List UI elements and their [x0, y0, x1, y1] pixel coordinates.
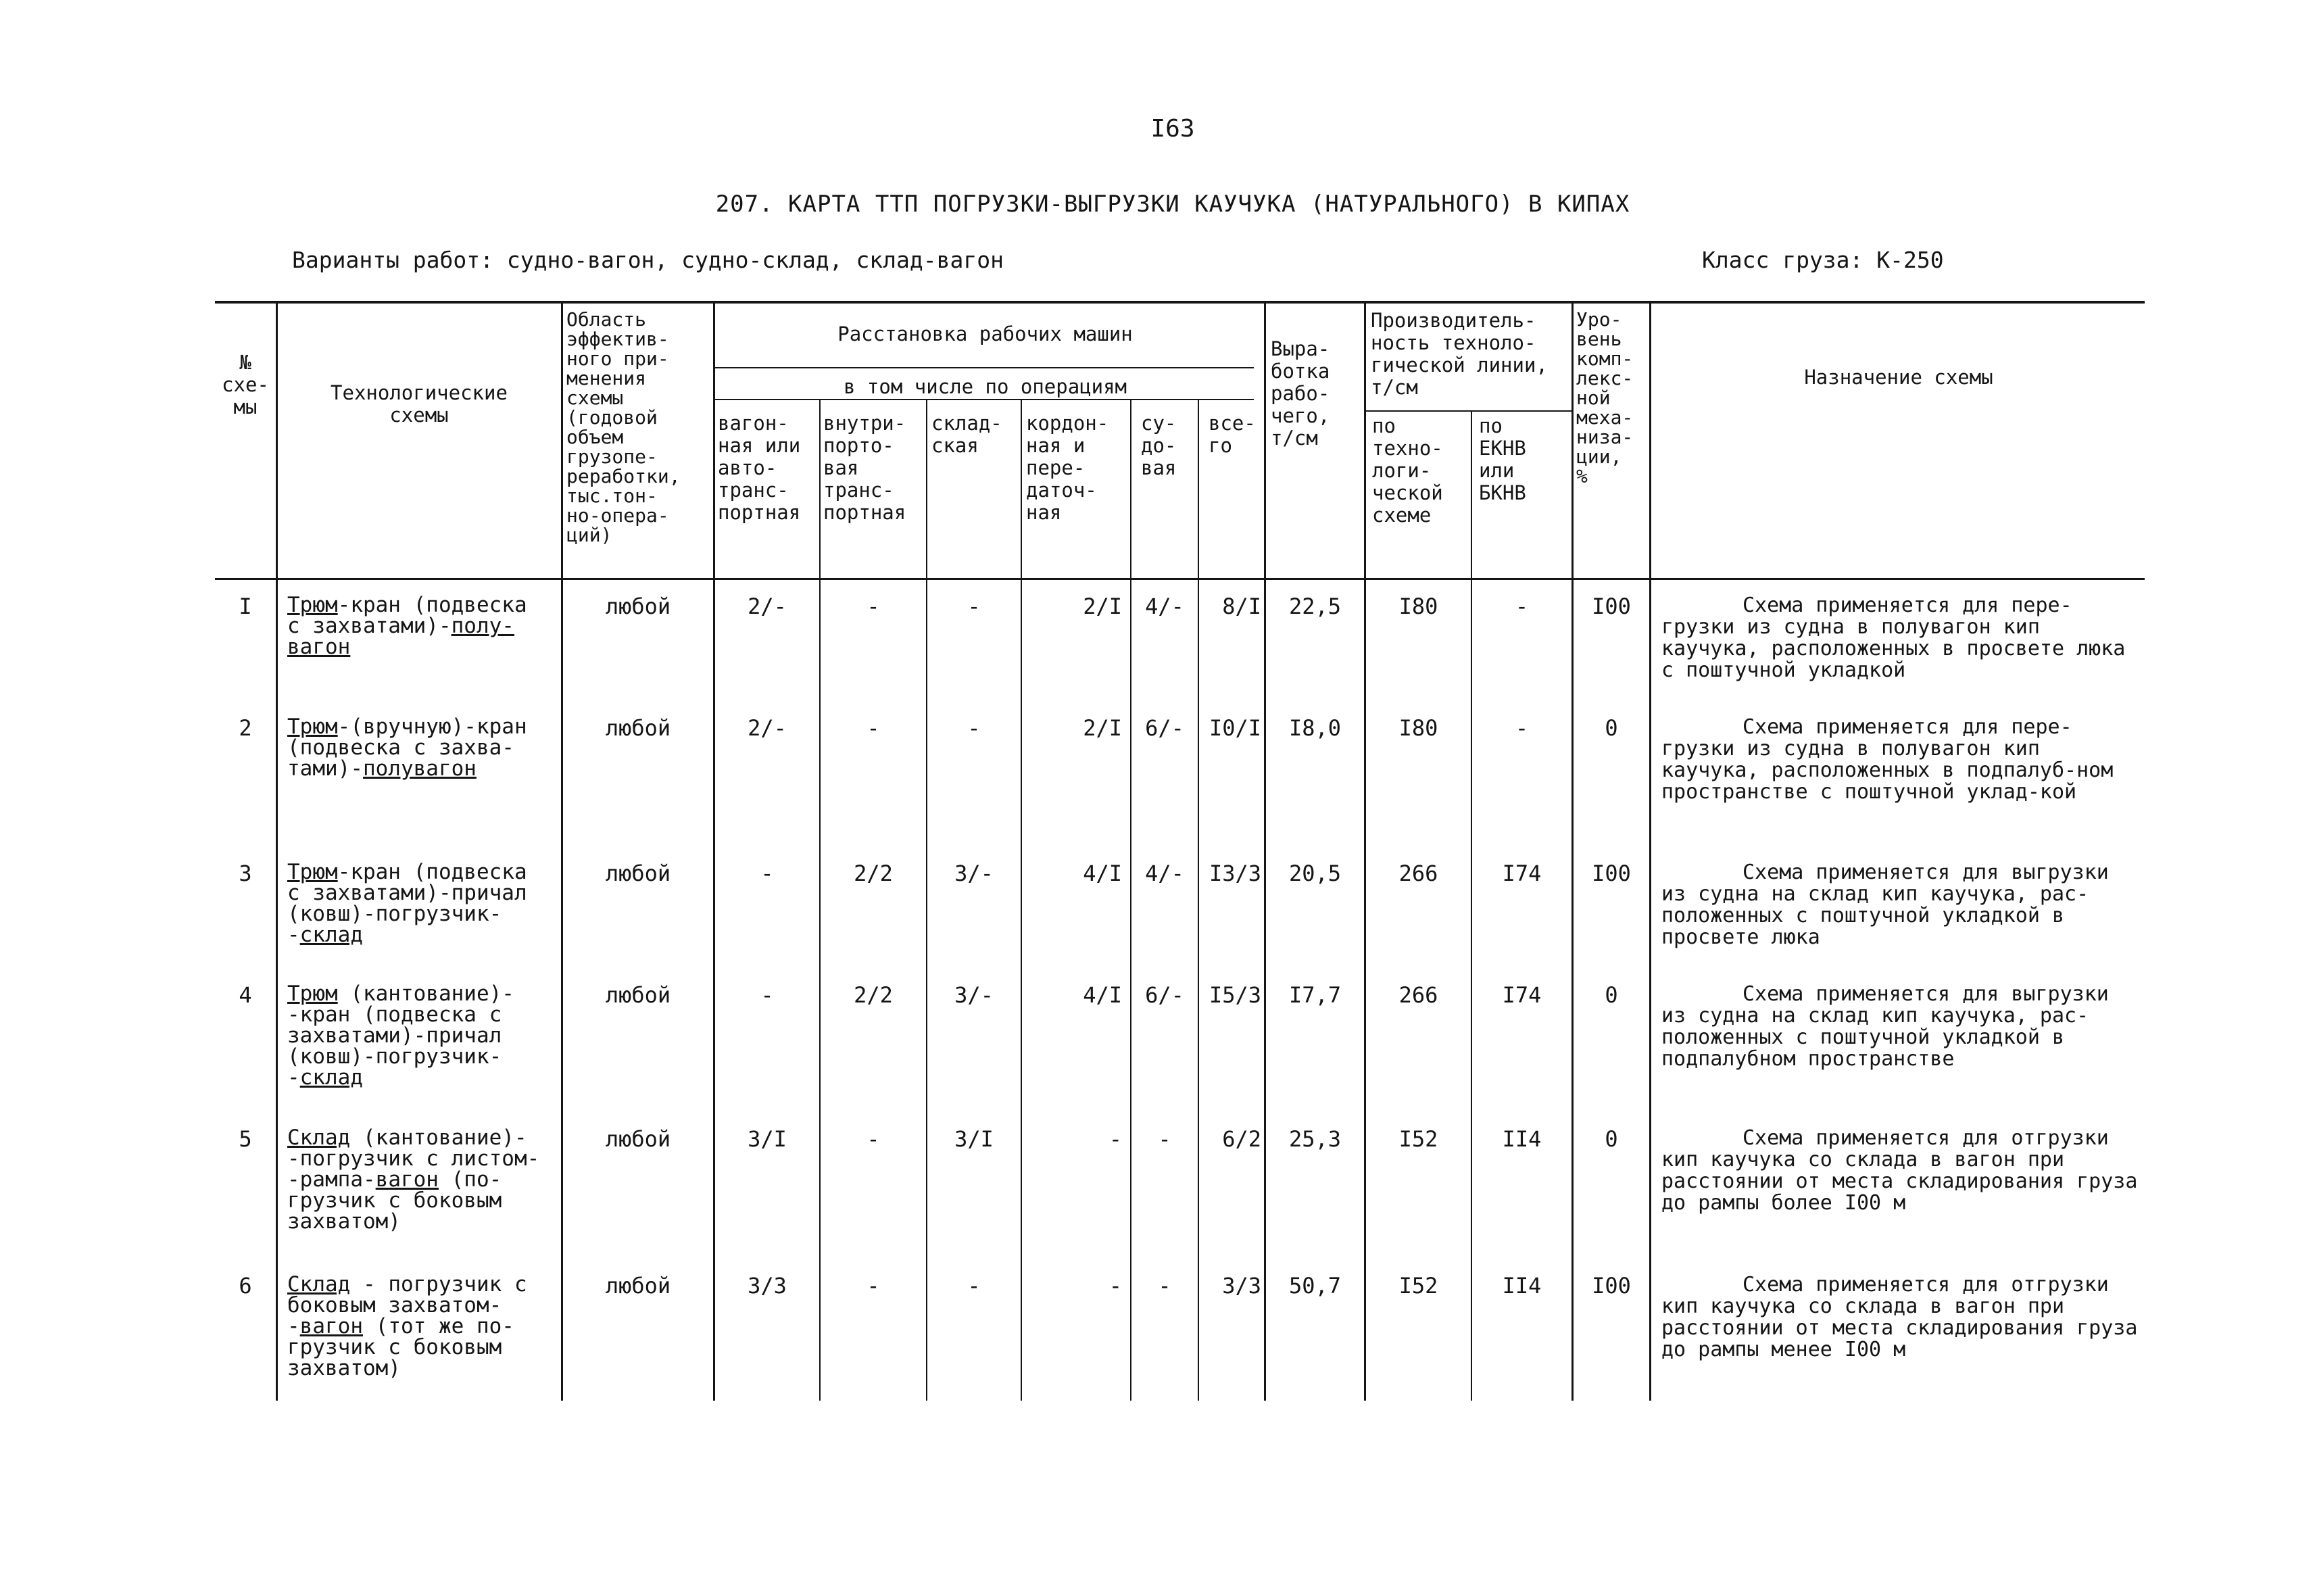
- header-productivity: Производитель- ность техноло- гической линии, т/см: [1371, 309, 1548, 399]
- col-rule-7: [1130, 400, 1131, 1401]
- col-rule-1: [276, 302, 278, 1401]
- table-top-rule: [215, 301, 2145, 304]
- cell-scheme: [287, 717, 559, 779]
- cell-total: I3/3: [1209, 861, 1261, 886]
- cell-scheme: [287, 1128, 559, 1232]
- scheme-fragment: -кран (подвеска с захватами)-причал (ковш)-погрузчик- -: [287, 860, 527, 947]
- scheme-fragment: Трюм: [287, 593, 338, 617]
- cell-wagon: 3/3: [748, 1273, 787, 1299]
- cell-area: любой: [605, 1273, 671, 1299]
- cell-prod-ekhv: -: [1515, 715, 1529, 741]
- header-ship: су- до- вая: [1141, 412, 1177, 479]
- cell-mech: I00: [1592, 1273, 1631, 1299]
- cell-ship: 4/-: [1145, 861, 1184, 886]
- cell-output: 20,5: [1288, 861, 1342, 886]
- cell-wagon: 2/-: [748, 715, 787, 741]
- scheme-fragment: (по- грузчик с боковым захватом): [287, 1167, 502, 1234]
- cell-output: I7,7: [1288, 982, 1342, 1008]
- cell-no: 5: [239, 1126, 252, 1152]
- cell-no: 4: [239, 982, 252, 1008]
- scheme-fragment: -кран (подвеска с захватами)-: [287, 593, 527, 638]
- header-prod-scheme: по техно- логи- ческой схеме: [1372, 414, 1443, 527]
- cell-scheme: [287, 862, 559, 946]
- scheme-fragment: -(вручную)-кран (подвеска с захва- тами)-: [287, 715, 527, 781]
- cell-area: любой: [605, 982, 671, 1008]
- cell-intraport: -: [867, 594, 880, 619]
- cell-prod-scheme: I80: [1398, 594, 1438, 619]
- cell-purpose: Схема применяется для выгрузки из судна на склад кип каучука, рас-положенных с поштучной укладкой в подпалубном пространстве: [1661, 982, 2109, 1071]
- cell-warehouse: -: [967, 1273, 981, 1299]
- cell-area: любой: [605, 861, 671, 886]
- cell-cordon: 4/I: [1083, 982, 1122, 1008]
- scheme-fragment: склад: [299, 1065, 363, 1090]
- header-area: Область эффектив- ного при- менения схемы (годовой объем грузопе- реработки, тыс.тон- но-опера- ций): [566, 308, 681, 546]
- cell-output: 50,7: [1288, 1273, 1342, 1299]
- cell-total: I5/3: [1209, 982, 1261, 1008]
- cell-prod-ekhv: II4: [1502, 1126, 1542, 1152]
- header-wagon: вагон- ная или авто- транс- портная: [718, 412, 801, 524]
- cell-mech: 0: [1605, 1126, 1618, 1152]
- col-rule-10: [1364, 302, 1366, 1401]
- cell-prod-scheme: I52: [1398, 1273, 1438, 1299]
- cell-purpose: Схема применяется для выгрузки из судна на склад кип каучука, рас-положенных с поштучной укладкой в просвете люка: [1661, 861, 2109, 949]
- cell-scheme: [287, 984, 559, 1088]
- cell-purpose: Схема применяется для отгрузки кип каучука со склада в вагон при расстоянии от места складирования груза до рампы более I00 м: [1661, 1126, 2138, 1215]
- cell-scheme: [287, 595, 559, 658]
- scheme-fragment: Трюм: [287, 860, 338, 884]
- cell-warehouse: 3/-: [954, 982, 994, 1008]
- cell-warehouse: 3/-: [954, 861, 994, 886]
- scheme-fragment: Склад: [287, 1272, 351, 1297]
- document-title: 207. КАРТА ТТП ПОГРУЗКИ-ВЫГРУЗКИ КАУЧУКА (НАТУРАЛЬНОГО) В КИПАХ: [715, 191, 1630, 218]
- header-total: все- го: [1209, 412, 1256, 457]
- cell-no: I: [239, 594, 252, 619]
- cell-no: 3: [239, 861, 252, 886]
- header-scheme-no: № схе- мы: [222, 351, 269, 418]
- page-number: I63: [1150, 115, 1195, 143]
- work-variants: Варианты работ: судно-вагон, судно-склад, склад-вагон: [292, 247, 1004, 273]
- scheme-fragment: Склад: [287, 1126, 351, 1150]
- cell-cordon: -: [1108, 1126, 1122, 1152]
- cell-ship: 6/-: [1145, 982, 1184, 1008]
- cell-prod-scheme: 266: [1398, 861, 1438, 886]
- col-rule-5: [926, 400, 927, 1401]
- scheme-fragment: Трюм: [287, 982, 338, 1006]
- scheme-fragment: вагон: [375, 1167, 439, 1192]
- col-rule-13: [1649, 302, 1651, 1401]
- col-rule-9: [1264, 302, 1266, 1401]
- cell-ship: 6/-: [1145, 715, 1184, 741]
- col-rule-12: [1571, 302, 1574, 1401]
- cell-mech: I00: [1592, 594, 1631, 619]
- cell-intraport: -: [867, 1126, 880, 1152]
- cell-ship: -: [1158, 1126, 1171, 1152]
- cell-intraport: 2/2: [854, 861, 893, 886]
- cell-output: 22,5: [1288, 594, 1342, 619]
- header-intraport: внутри- порто- вая транс- портная: [823, 412, 906, 524]
- header-warehouse: склад- ская: [931, 412, 1002, 457]
- scheme-fragment: (тот же по- грузчик с боковым захватом): [287, 1314, 514, 1380]
- cell-area: любой: [605, 715, 671, 741]
- header-purpose: Назначение схемы: [1804, 366, 1993, 389]
- cell-area: любой: [605, 594, 671, 619]
- cell-area: любой: [605, 1126, 671, 1152]
- cell-intraport: -: [867, 715, 880, 741]
- scheme-fragment: - погрузчик с боковым захватом- -: [287, 1272, 527, 1338]
- cell-warehouse: -: [967, 594, 981, 619]
- cell-warehouse: -: [967, 715, 981, 741]
- cell-purpose: Схема применяется для отгрузки кип каучука со склада в вагон при расстоянии от места складирования груза до рампы менее I00 м: [1661, 1273, 2138, 1361]
- cell-output: I8,0: [1288, 715, 1342, 741]
- header-bottom-rule: [215, 578, 2145, 580]
- col-rule-2: [561, 302, 563, 1401]
- scheme-fragment: полувагон: [362, 756, 477, 781]
- cell-scheme: [287, 1274, 559, 1379]
- scheme-fragment: Трюм: [287, 715, 338, 739]
- productivity-subrule: [1365, 410, 1571, 412]
- col-rule-4: [819, 400, 821, 1401]
- cell-cordon: -: [1108, 1273, 1122, 1299]
- scheme-fragment: полу- вагон: [287, 614, 514, 659]
- cell-prod-ekhv: -: [1515, 594, 1529, 619]
- col-rule-8: [1198, 400, 1199, 1401]
- scheme-fragment: склад: [299, 923, 363, 947]
- cell-purpose: Схема применяется для пере-грузки из судна в полувагон кип каучука, расположенных в просвете люка с поштучной укладкой: [1661, 594, 2126, 682]
- header-mech-level: Уро- вень комп- лекс- ной меха- низа- ции, %: [1576, 308, 1634, 487]
- cell-mech: I00: [1592, 861, 1631, 886]
- col-rule-6: [1021, 400, 1022, 1401]
- col-rule-3: [713, 302, 715, 1401]
- placement-subrule: [713, 367, 1254, 368]
- cell-prod-ekhv: I74: [1502, 982, 1542, 1008]
- cell-total: 8/I: [1222, 594, 1261, 619]
- scheme-fragment: вагон: [299, 1314, 363, 1338]
- cell-cordon: 2/I: [1083, 715, 1122, 741]
- cell-purpose: Схема применяется для пере-грузки из судна в полувагон кип каучука, расположенных в подпалуб-ном пространстве с поштучной уклад-кой: [1661, 715, 2114, 804]
- cargo-class: Класс груза: К-250: [1702, 247, 1944, 273]
- col-rule-11: [1471, 412, 1472, 1401]
- cell-mech: 0: [1605, 715, 1618, 741]
- cell-wagon: 3/I: [748, 1126, 787, 1152]
- cell-total: 6/2: [1222, 1126, 1261, 1152]
- including-subrule: [713, 399, 1254, 400]
- cell-total: I0/I: [1209, 715, 1261, 741]
- header-cordon: кордон- ная и пере- даточ- ная: [1026, 412, 1109, 524]
- cell-total: 3/3: [1222, 1273, 1261, 1299]
- cell-mech: 0: [1605, 982, 1618, 1008]
- cell-warehouse: 3/I: [954, 1126, 994, 1152]
- header-output: Выра- ботка рабо- чего, т/см: [1271, 337, 1330, 450]
- cell-no: 2: [239, 715, 252, 741]
- cell-cordon: 4/I: [1083, 861, 1122, 886]
- header-including: в том числе по операциям: [843, 375, 1127, 398]
- cell-wagon: -: [760, 861, 774, 886]
- cell-ship: -: [1158, 1273, 1171, 1299]
- cell-prod-ekhv: I74: [1502, 861, 1542, 886]
- header-placement: Расстановка рабочих машин: [837, 322, 1133, 345]
- cell-ship: 4/-: [1145, 594, 1184, 619]
- cell-no: 6: [239, 1273, 252, 1299]
- cell-intraport: -: [867, 1273, 880, 1299]
- cell-wagon: 2/-: [748, 594, 787, 619]
- cell-prod-scheme: I52: [1398, 1126, 1438, 1152]
- scheme-fragment: (кантование)- -погрузчик с листом- -рампа-: [287, 1126, 540, 1192]
- cell-cordon: 2/I: [1083, 594, 1122, 619]
- cell-wagon: -: [760, 982, 774, 1008]
- cell-prod-scheme: I80: [1398, 715, 1438, 741]
- cell-prod-ekhv: II4: [1502, 1273, 1542, 1299]
- scheme-fragment: (кантование)- -кран (подвеска с захватами)-причал (ковш)-погрузчик- -: [287, 982, 514, 1090]
- cell-output: 25,3: [1288, 1126, 1342, 1152]
- header-prod-ekhv: по ЕКНВ или БКНВ: [1479, 414, 1526, 504]
- header-tech-schemes: Технологические схемы: [331, 381, 508, 427]
- cell-intraport: 2/2: [854, 982, 893, 1008]
- cell-prod-scheme: 266: [1398, 982, 1438, 1008]
